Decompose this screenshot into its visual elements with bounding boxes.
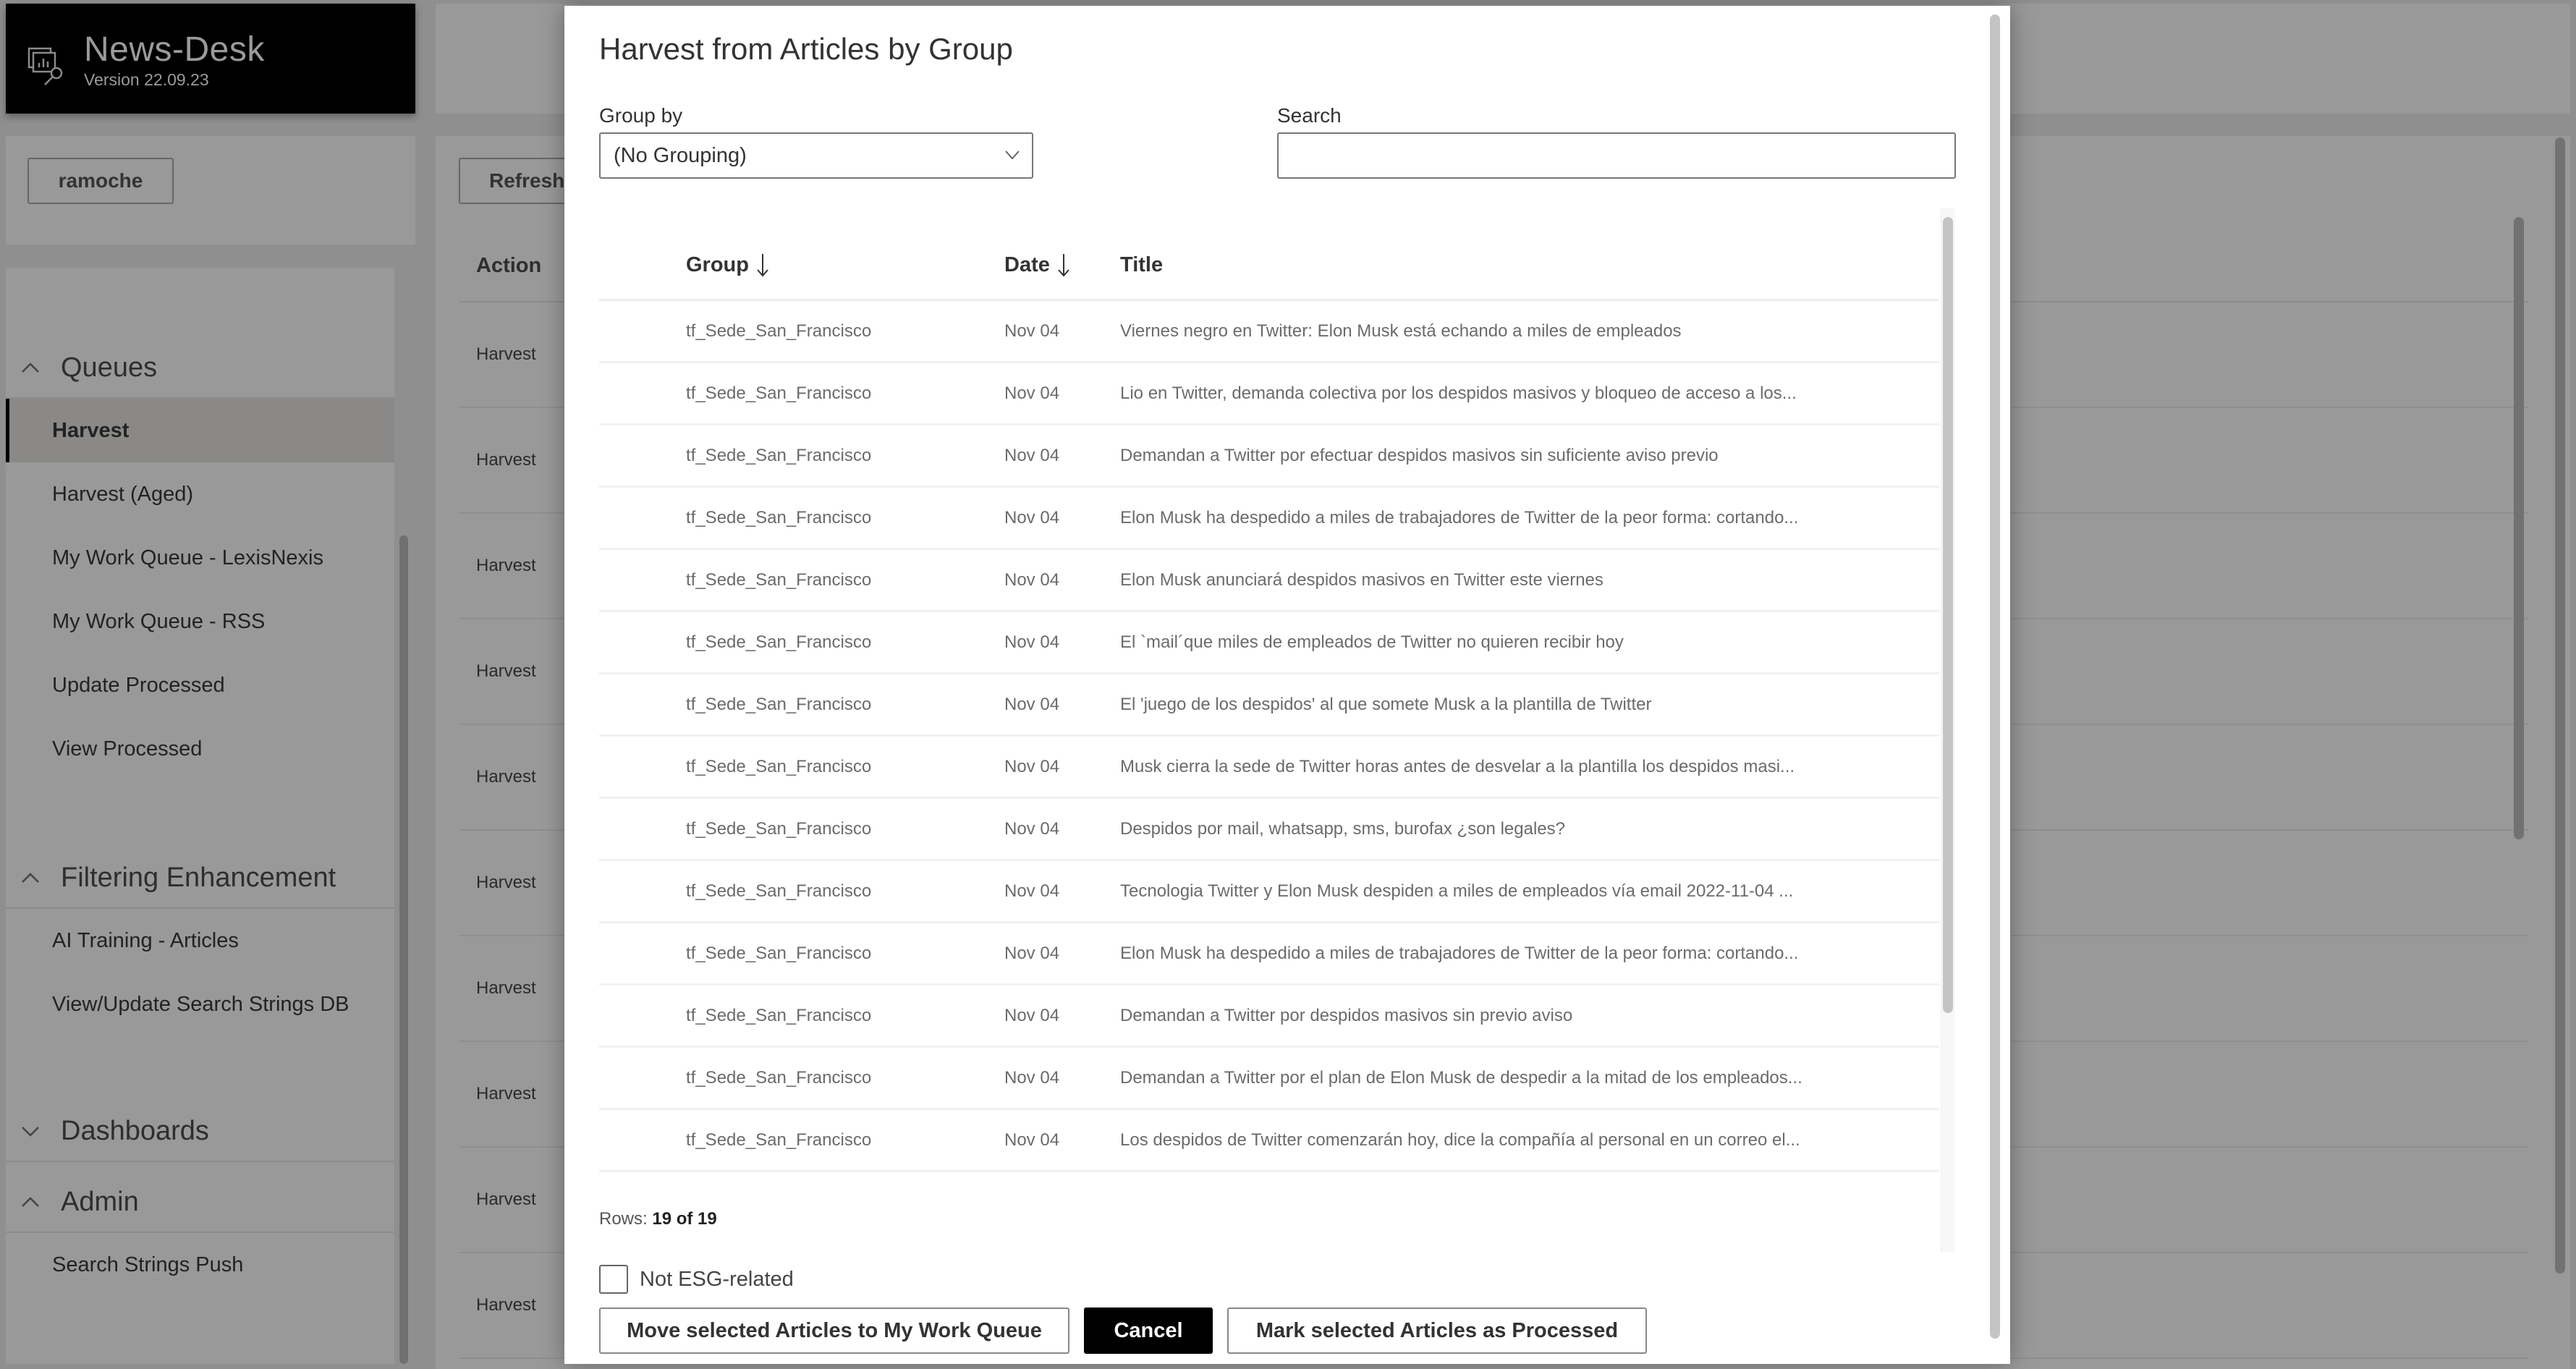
table-row[interactable]: Harvest (459, 831, 2528, 936)
article-row[interactable] (599, 861, 1939, 923)
user-panel (6, 136, 415, 245)
search-input[interactable] (1277, 132, 1956, 179)
cell-date: Nov 04 (1004, 446, 1060, 465)
chevron-up-icon (20, 870, 41, 885)
rows-count-value: 19 of 19 (652, 1209, 717, 1229)
table-row[interactable]: Harvest (459, 514, 2528, 619)
sidebar-section-filtering (6, 848, 394, 1036)
not-esg-label[interactable]: Not ESG-related (640, 1268, 794, 1291)
cell-date: Nov 04 (1004, 321, 1060, 341)
cell-group: tf_Sede_San_Francisco (686, 570, 872, 590)
app-version: Version 22.09.23 (84, 70, 209, 89)
cell-title: Tecnologia Twitter y Elon Musk despiden a miles de empleados vía email 2022-11-04 ... (1120, 881, 1794, 901)
dialog-scrollbar[interactable] (1990, 14, 2000, 1339)
sidebar-section-header-dashboards[interactable] (6, 1101, 394, 1162)
article-row[interactable] (599, 799, 1939, 861)
sidebar-item-my-work-queue-rss[interactable]: My Work Queue - RSS (52, 609, 266, 633)
article-row[interactable] (599, 301, 1939, 363)
chevron-down-icon (20, 1124, 41, 1138)
article-row[interactable] (599, 550, 1939, 612)
cell-date: Nov 04 (1004, 570, 1060, 590)
chevron-down-icon (1004, 150, 1020, 160)
cell-title: El 'juego de los despidos' al que somete Musk a la plantilla de Twitter (1120, 695, 1652, 714)
article-row[interactable] (599, 1048, 1939, 1110)
mark-processed-button[interactable]: Mark selected Articles as Processed (1227, 1307, 1647, 1354)
table-row[interactable]: Harvest (459, 725, 2528, 831)
article-row[interactable] (599, 737, 1939, 799)
sidebar-item-update-processed[interactable]: Update Processed (52, 673, 225, 697)
column-header-title[interactable]: Title (1120, 253, 1164, 276)
group-by-label: Group by (599, 104, 683, 127)
cell-title: Elon Musk ha despedido a miles de trabajadores de Twitter de la peor forma: cortando... (1120, 944, 1799, 963)
cell-group: tf_Sede_San_Francisco (686, 508, 872, 527)
harvest-by-group-dialog (564, 6, 2010, 1364)
articles-grid (599, 210, 1939, 1252)
column-header-date[interactable] (1004, 253, 1070, 277)
cell-title: Viernes negro en Twitter: Elon Musk está echando a miles de empleados (1120, 321, 1682, 341)
grid-scrollbar[interactable] (1943, 217, 1953, 1013)
app-title: News-Desk (84, 30, 265, 69)
sidebar-scrollbar[interactable] (399, 535, 408, 1364)
sort-descending-icon (1057, 253, 1070, 277)
table-row[interactable]: Harvest (459, 619, 2528, 725)
cell-title: Demandan a Twitter por el plan de Elon Musk de despedir a la mitad de los empleados... (1120, 1068, 1802, 1088)
cell-group: tf_Sede_San_Francisco (686, 695, 872, 714)
table-scrollbar[interactable] (2514, 217, 2524, 839)
article-row[interactable] (599, 923, 1939, 986)
article-row[interactable] (599, 1110, 1939, 1172)
cell-title: Musk cierra la sede de Twitter horas antes de desvelar a la plantilla los despidos masi... (1120, 757, 1795, 776)
chevron-up-icon (20, 1195, 41, 1209)
cancel-button[interactable]: Cancel (1084, 1307, 1213, 1354)
sidebar-item-search-strings-push[interactable]: Search Strings Push (52, 1253, 244, 1276)
sidebar-item-ai-training-articles[interactable]: AI Training - Articles (52, 928, 239, 952)
sidebar-item-view-update-search-strings[interactable]: View/Update Search Strings DB (52, 992, 349, 1016)
report-search-icon (27, 46, 68, 86)
sidebar-item-my-work-queue-lexisnexis[interactable]: My Work Queue - LexisNexis (52, 546, 323, 569)
article-row[interactable] (599, 986, 1939, 1048)
table-row[interactable]: Harvest (459, 302, 2528, 408)
cell-date: Nov 04 (1004, 695, 1060, 714)
column-header-action[interactable]: Action (459, 230, 2528, 302)
cell-date: Nov 04 (1004, 383, 1060, 403)
sidebar-section-header-admin[interactable] (6, 1172, 394, 1233)
cell-title: Elon Musk ha despedido a miles de trabajadores de Twitter de la peor forma: cortando... (1120, 508, 1799, 527)
cell-date: Nov 04 (1004, 944, 1060, 963)
cell-title: Lio en Twitter, demanda colectiva por los despidos masivos y bloqueo de acceso a los... (1120, 383, 1797, 403)
section-title: Dashboards (61, 1115, 209, 1146)
cell-title: Elon Musk anunciará despidos masivos en Twitter este viernes (1120, 570, 1603, 590)
not-esg-checkbox[interactable] (599, 1265, 628, 1294)
sidebar (6, 268, 394, 1364)
cell-group: tf_Sede_San_Francisco (686, 1006, 872, 1025)
user-button[interactable]: ramoche (27, 158, 174, 204)
refresh-button[interactable]: Refresh (459, 158, 603, 204)
cell-group: tf_Sede_San_Francisco (686, 383, 872, 403)
cell-title: Demandan a Twitter por despidos masivos sin previo aviso (1120, 1006, 1573, 1025)
cell-group: tf_Sede_San_Francisco (686, 321, 872, 341)
sidebar-section-queues (6, 338, 394, 781)
cell-group: tf_Sede_San_Francisco (686, 632, 872, 652)
cell-title: Demandan a Twitter por efectuar despidos masivos sin suficiente aviso previo (1120, 446, 1719, 465)
table-row[interactable]: Harvest (459, 936, 2528, 1042)
sidebar-item-harvest[interactable]: Harvest (6, 399, 394, 462)
search-label: Search (1277, 104, 1342, 127)
article-row[interactable] (599, 488, 1939, 550)
article-row[interactable] (599, 674, 1939, 737)
article-row[interactable] (599, 363, 1939, 425)
cell-date: Nov 04 (1004, 881, 1060, 901)
sidebar-section-header-queues[interactable] (6, 338, 394, 399)
cell-date: Nov 04 (1004, 1068, 1060, 1088)
section-title: Queues (61, 352, 158, 383)
cell-group: tf_Sede_San_Francisco (686, 757, 872, 776)
table-row[interactable]: Harvest (459, 1042, 2528, 1148)
rows-count-label: Rows: (599, 1209, 648, 1229)
cell-group: tf_Sede_San_Francisco (686, 1130, 872, 1150)
sidebar-item-harvest-aged[interactable]: Harvest (Aged) (52, 482, 194, 506)
sort-descending-icon (756, 253, 769, 277)
app-header (6, 4, 415, 114)
group-by-select[interactable] (599, 132, 1033, 179)
section-title: Admin (61, 1186, 139, 1217)
cell-title: Despidos por mail, whatsapp, sms, burofax ¿son legales? (1120, 819, 1565, 839)
cell-date: Nov 04 (1004, 1006, 1060, 1025)
sidebar-item-view-processed[interactable]: View Processed (52, 737, 203, 760)
cell-title: Los despidos de Twitter comenzarán hoy, dice la compañía al personal en un correo el... (1120, 1130, 1800, 1150)
sidebar-section-header-filtering[interactable] (6, 848, 394, 909)
cell-group: tf_Sede_San_Francisco (686, 1068, 872, 1088)
group-by-value: (No Grouping) (614, 143, 747, 167)
table-row[interactable]: Harvest (459, 408, 2528, 514)
section-title: Filtering Enhancement (61, 862, 336, 893)
column-label: Group (686, 253, 749, 276)
table-row[interactable]: Harvest (459, 1253, 2528, 1359)
cell-date: Nov 04 (1004, 508, 1060, 527)
article-row[interactable] (599, 612, 1939, 674)
cell-date: Nov 04 (1004, 1130, 1060, 1150)
move-to-work-queue-button[interactable]: Move selected Articles to My Work Queue (599, 1307, 1069, 1354)
cell-group: tf_Sede_San_Francisco (686, 944, 872, 963)
cell-group: tf_Sede_San_Francisco (686, 446, 872, 465)
cell-group: tf_Sede_San_Francisco (686, 881, 872, 901)
rows-count (599, 1209, 717, 1229)
column-label: Date (1004, 253, 1050, 276)
cell-group: tf_Sede_San_Francisco (686, 819, 872, 839)
column-header-group[interactable] (686, 253, 769, 277)
cell-title: El `mail´que miles de empleados de Twitter no quieren recibir hoy (1120, 632, 1624, 652)
sidebar-section-admin (6, 1172, 394, 1297)
page-scrollbar[interactable] (2555, 137, 2565, 1273)
table-row[interactable]: Harvest (459, 1148, 2528, 1253)
sidebar-section-dashboards (6, 1101, 394, 1162)
cell-date: Nov 04 (1004, 757, 1060, 776)
grid-header (599, 210, 1939, 301)
cell-date: Nov 04 (1004, 819, 1060, 839)
cell-date: Nov 04 (1004, 632, 1060, 652)
dialog-title: Harvest from Articles by Group (599, 32, 1013, 66)
article-row[interactable] (599, 425, 1939, 488)
chevron-up-icon (20, 360, 41, 375)
